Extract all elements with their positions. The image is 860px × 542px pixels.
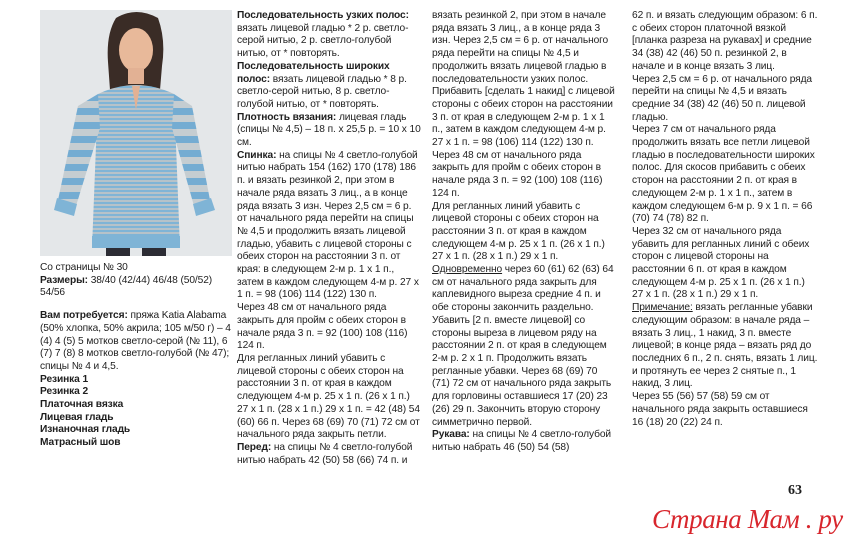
paragraph-lead: Плотность вязания: [237,111,337,123]
materials-text: пряжа Katia Alabama (50% хлопка, 50% акрила; 105 м/50 г) – 4 (4) 4 (5) 5 мотков светло-серой (№ 11), 6 (7) 7 (8) 8 мотков светло-голубой (№ 47); спицы № 4 и 4,5. [40,310,231,372]
technique-rib-2: Резинка 2 [40,386,89,398]
source-page-note: Со страницы № 30 [40,262,128,273]
materials-para [40,310,232,374]
col4-paragraph [632,124,818,226]
col2-paragraph [237,112,421,150]
paragraph-text: Через 48 см от начального ряда закрыть для пройм с обеих сторон в начале ряда 3 п. = 92 (100) 108 (116) 124 п. [237,302,408,352]
paragraph-text: Через 55 (56) 57 (58) 59 см от начального ряда закрыть оставшиеся 16 (18) 20 (22) 24 п. [632,391,808,428]
paragraph-underlined-lead: Примечание: [632,302,693,314]
paragraph-text: вязать лицевой гладью * 8 р. светло-серой нитью, 8 р. светло-голубой нитью, от * повторять. [237,73,407,110]
page-number: 63 [788,483,802,498]
col2-paragraph [237,353,421,442]
paragraph-text: 62 п. и вязать следующим образом: 6 п. с обеих сторон платочной вязкой [планка разреза на рукавах] и средние 34 (38) 42 (46) 50 п. резинкой 2, в начале и в конце вязать 3 лиц. [632,10,818,72]
technique-stockinette: Лицевая гладь [40,411,114,423]
paragraph-text: Через 48 см от начального ряда закрыть для пройм с обеих сторон в начале ряда 3 п. = 92 (100) 108 (116) 124 п. [432,149,603,199]
col3-paragraph [432,264,616,429]
col3-paragraph [432,429,616,454]
column-2 [237,10,421,467]
technique-rib-1: Резинка 1 [40,373,89,385]
col2-paragraph [237,302,421,353]
paragraph-text: Для регланных линий убавить с лицевой стороны с обеих сторон на расстоянии 3 п. от края в каждом следующем 4-м р. 25 х 1 п. (26 х 1 п.) 27 х 1 п. (28 х 1 п.) 29 х 1 п. = 42 (48) 54 (60) 66 п. Через 68 (69) 70 (71) 72 см от начального ряда закрыть петли. [237,352,420,441]
paragraph-text: на спицы № 4 светло-голубой нитью набрать 42 (50) 58 (66) 74 п. и [237,441,413,466]
col2-paragraph [237,10,421,61]
col3-paragraph [432,201,616,265]
paragraph-text: вязать лицевой гладью * 2 р. светло-серой нитью, 2 р. светло-голубой нитью, от * повторять. [237,22,409,60]
sweater-photo [40,10,232,256]
spacer [40,300,232,310]
materials-lead: Вам потребуется: [40,310,128,322]
paragraph-lead: Перед: [237,441,272,453]
paragraph-underlined-lead: Одновременно [432,264,503,276]
paragraph-lead: Спинка: [237,149,277,161]
paragraph-text: Через 7 см от начального ряда продолжить вязать все петли лицевой гладью в последовательности широких полос. Для скосов прибавить с обеих сторон на расстоянии 2 п. от края в следующем 2-м р. 1 х 1 п., затем в каждом следующем 6-м р. 9 х 1 п. = 66 (70) 74 (78) 82 п. [632,124,815,225]
paragraph-text: Через 32 см от начального ряда убавить для регланных линий с обеих сторон с лицевой стороны на расстоянии 6 п. от края в каждом следующем 4-м р. 25 х 1 п. (26 х 1 п.) 27 х 1 п. (28 х 1 п.) 29 х 1 п. [632,225,810,301]
paragraph-lead: Последовательность узких полос: [237,10,409,21]
col4-paragraph [632,74,818,125]
col3-paragraph [432,10,616,150]
paragraph-text: вязать резинкой 2, при этом в начале ряда вязать 3 лиц., а в конце ряда 3 изн. Через 2,5 см = 6 р. от начального ряда перейти на спицы № 4,5 и продолжить вязать лицевой гладью в последовательности узких полос. Прибавить [сделать 1 накид] с лицевой стороны с обеих сторон на расстоянии 3 п. от края в следующем 2-м р. 1 х 1 п., затем в каждом следующем 4-м р. 27 х 1 п. = 98 (106) 114 (122) 130 п. [432,10,615,149]
paragraph-text: лицевая гладь (спицы № 4,5) – 18 п. х 25,5 р. = 10 х 10 см. [237,111,421,149]
col3-paragraph [432,150,616,201]
technique-mattress-seam: Матрасный шов [40,437,121,449]
technique-garter: Платочная вязка [40,399,124,411]
paragraph-text: на спицы № 4 светло-голубой нитью набрать 46 (50) 54 (58) [432,429,611,453]
paragraph-text: Для регланных линий убавить с лицевой стороны с обеих сторон на расстоянии 3 п. от края в каждом следующем 4-м р. 25 х 1 п. (26 х 1 п.) 27 х 1 п. (28 х 1 п.) 29 х 1 п. [432,200,605,263]
col2-paragraph [237,442,421,467]
paragraph-lead: Рукава: [432,429,470,441]
sizes-lead: Размеры: [40,274,88,286]
column-3 [432,10,616,455]
column-4 [632,10,818,429]
paragraph-text: на спицы № 4 светло-голубой нитью набрать 154 (162) 170 (178) 186 п. и вязать резинкой 2, при этом в начале ряда вязать 3 лиц., а в конце ряда вязать 3 изн. Через 2,5 см = 6 р. от начального ряда перейти на спицы № 4,5 и продолжить вязать лицевой гладью, убавить с лицевой стороны с обеих сторон на расстоянии 3 п. от края: в следующем 2-м р. 1 х 1 п., затем в каждом следующем 4-м р. 27 х 1 п. = 98 (106) 114 (122) 130 п. [237,149,419,301]
col4-paragraph [632,226,818,302]
col2-paragraph [237,150,421,302]
paragraph-text: вязать регланные убавки следующим образом: в начале ряда – вязать 3 лиц., 1 накид, 3 п. вместе лицевой; в конце ряда – вязать ряд до последних 6 п., 2 п. снять, вязать 1 лиц. и протянуть ее через 2 снятые п., 1 накид, 3 лиц. [632,302,818,390]
paragraph-text: через 60 (61) 62 (63) 64 см от начального ряда закрыть для каплевидного выреза средние 4 п. и обе стороны закончить раздельно. Убавить [2 п. вместе лицевой] со стороны выреза в лицевом ряду на расстоянии 2 п. от края в следующем 2-м р. 2 х 1 п. Продолжить вязать регланные убавки. Через 68 (69) 70 (71) 72 см от начального ряда закрыть для горловины оставшиеся 17 (20) 23 (26) 29 п. Закончить вторую сторону симметрично первой. [432,264,614,428]
column-1 [40,262,232,450]
col4-paragraph [632,391,818,429]
knitted-sweater-photo-icon [40,10,232,256]
sizes-values: 38/40 (42/44) 46/48 (50/52) 54/56 [40,274,213,299]
paragraph-text: Через 2,5 см = 6 р. от начального ряда перейти на спицы № 4,5 и вязать средние 34 (38) 42 (46) 50 п. лицевой гладью. [632,73,812,123]
technique-reverse-stockinette: Изнаночная гладь [40,424,131,436]
site-watermark: Страна Мам . ру [652,504,843,534]
sizes-line [40,275,232,300]
paragraph-lead: Последовательность широких полос: [237,60,390,85]
col4-paragraph [632,10,818,74]
col4-paragraph [632,302,818,391]
col2-paragraph [237,61,421,112]
